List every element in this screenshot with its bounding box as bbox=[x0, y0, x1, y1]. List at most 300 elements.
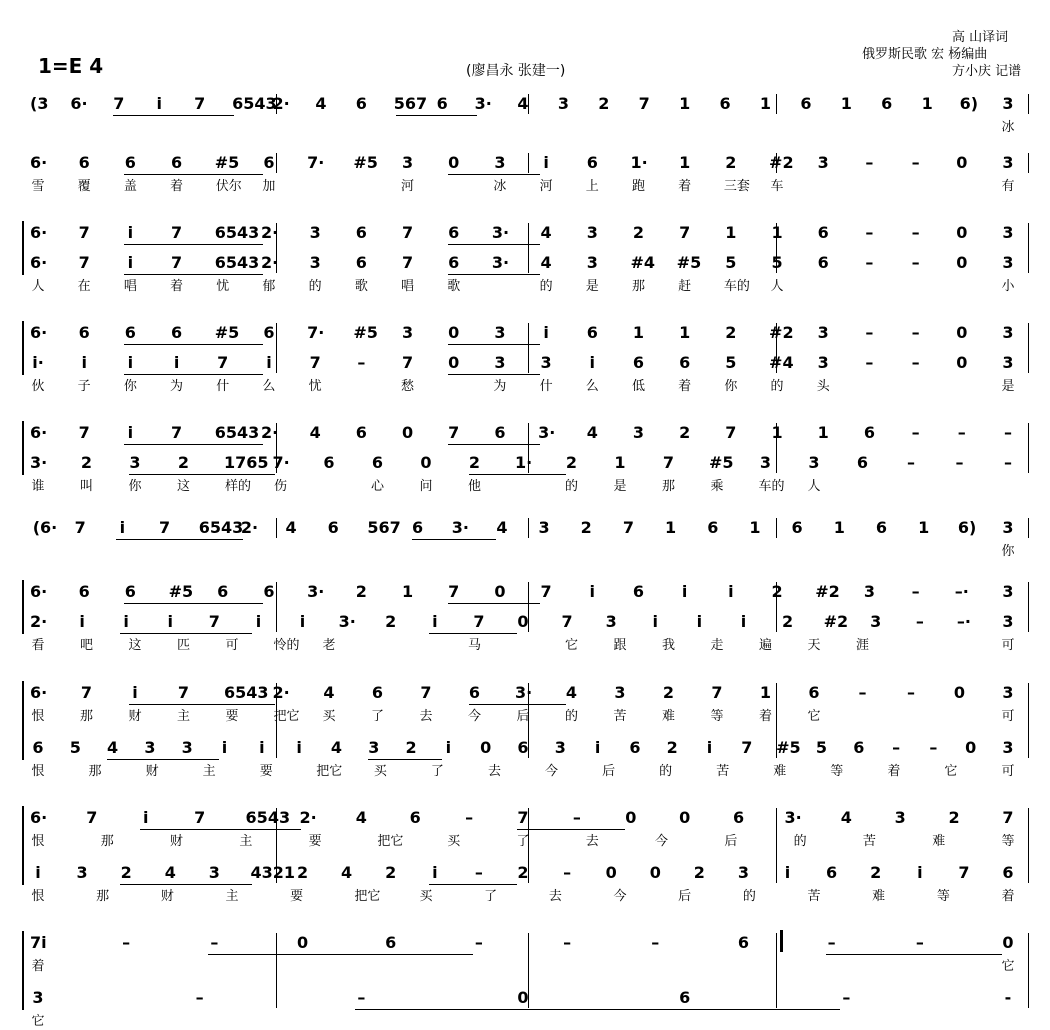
note: – bbox=[572, 808, 581, 827]
note: 6 bbox=[863, 423, 875, 442]
lyric: 财 bbox=[145, 764, 159, 779]
lyric: 什 bbox=[539, 379, 553, 394]
note: 6 bbox=[385, 933, 397, 952]
note: –· bbox=[956, 612, 971, 631]
note: 2 bbox=[725, 323, 737, 342]
note: 1 bbox=[749, 518, 761, 537]
lyric: 那 bbox=[661, 479, 675, 494]
lyricist-credit: 高 山译词 bbox=[952, 30, 1009, 45]
lyric: 天 bbox=[807, 638, 821, 653]
note: 1 bbox=[401, 582, 414, 601]
note: i bbox=[123, 612, 129, 631]
note: 3 bbox=[894, 808, 906, 827]
note: 2· bbox=[272, 94, 290, 113]
note: 3 bbox=[632, 423, 645, 442]
note: 2 bbox=[385, 612, 397, 631]
lyric: 的 bbox=[564, 709, 578, 724]
lyric: 人 bbox=[807, 479, 821, 494]
note: 6· bbox=[30, 808, 48, 827]
note: – bbox=[911, 582, 920, 601]
note: 1 bbox=[817, 423, 829, 442]
lyric: 三套 bbox=[723, 179, 750, 194]
beam-line bbox=[826, 954, 1002, 955]
note: #2 bbox=[823, 612, 849, 631]
note: i bbox=[696, 612, 703, 631]
beam-line bbox=[120, 633, 252, 634]
lyric: 着 bbox=[1001, 889, 1015, 904]
note: 3 bbox=[863, 582, 875, 601]
note: 2 bbox=[385, 863, 397, 882]
note: 0 bbox=[956, 223, 968, 242]
note: i bbox=[167, 612, 173, 631]
note: 6 bbox=[817, 253, 829, 272]
note: 6 bbox=[468, 683, 481, 702]
beam-line bbox=[129, 704, 275, 705]
note: 7 bbox=[158, 518, 171, 537]
note: 0 bbox=[965, 738, 977, 757]
lyric: 你 bbox=[1001, 544, 1015, 559]
note: i· bbox=[32, 353, 44, 372]
note: 2· bbox=[260, 223, 279, 242]
note: – bbox=[911, 223, 920, 242]
note: 6 bbox=[355, 423, 367, 442]
note: 6) bbox=[959, 94, 979, 113]
note: i bbox=[445, 738, 452, 757]
note: i bbox=[127, 423, 134, 442]
note: 7 bbox=[448, 582, 460, 601]
note: 6 bbox=[263, 323, 275, 342]
lyric: 为 bbox=[170, 379, 184, 394]
note: – bbox=[474, 863, 483, 882]
note: – bbox=[563, 933, 572, 952]
note: i bbox=[119, 518, 126, 537]
note: 3 bbox=[554, 738, 566, 757]
lyric: 有 bbox=[1001, 179, 1015, 194]
note: – bbox=[957, 423, 966, 442]
composer-credit: 俄罗斯民歌 宏 杨编曲 bbox=[862, 47, 988, 62]
note: #5 bbox=[168, 582, 194, 601]
barline bbox=[1028, 518, 1029, 538]
note: 3 bbox=[494, 323, 506, 342]
note: 0 bbox=[956, 323, 968, 342]
note: #5 bbox=[709, 453, 734, 472]
lyric: 上 bbox=[585, 179, 599, 194]
lyric: 乘 bbox=[710, 479, 724, 494]
lyric: 要 bbox=[290, 889, 304, 904]
note: 3 bbox=[540, 353, 552, 372]
note: 7 bbox=[1002, 808, 1014, 827]
note: 6 bbox=[586, 153, 598, 172]
lyric: 的 bbox=[742, 889, 756, 904]
lyric: 财 bbox=[160, 889, 174, 904]
lyric: 它 bbox=[31, 1014, 45, 1029]
beam-line bbox=[517, 829, 625, 830]
note: 6 bbox=[826, 863, 838, 882]
note: 2 bbox=[405, 738, 417, 757]
lyric: 赶 bbox=[678, 279, 692, 294]
lyric: 你 bbox=[724, 379, 738, 394]
lyric: 忧 bbox=[216, 279, 230, 294]
note: – bbox=[357, 353, 366, 372]
note: 567 bbox=[393, 94, 428, 113]
note: 6· bbox=[30, 253, 48, 272]
note: 6· bbox=[30, 423, 48, 442]
note: – bbox=[907, 683, 915, 702]
note: 6 bbox=[411, 518, 424, 537]
note: #2 bbox=[769, 153, 794, 172]
lyric: 伏尔 bbox=[215, 179, 242, 194]
note: 4321 bbox=[250, 863, 295, 882]
note: 6 bbox=[355, 94, 367, 113]
note: 6 bbox=[817, 223, 829, 242]
note: 0 bbox=[448, 323, 460, 342]
note: 3· bbox=[307, 582, 325, 601]
lyric: 看 bbox=[31, 638, 45, 653]
lyric: 覆 bbox=[77, 179, 91, 194]
lyric: 什 bbox=[216, 379, 230, 394]
note: 0 bbox=[605, 863, 617, 882]
note: i bbox=[784, 863, 791, 882]
note: 3· bbox=[474, 94, 492, 113]
lyric: 忧 bbox=[308, 379, 322, 394]
note: 5 bbox=[771, 253, 783, 272]
lyric: 郁 bbox=[262, 279, 276, 294]
note: 3 bbox=[1002, 612, 1014, 631]
note: 0 bbox=[448, 153, 460, 172]
barline bbox=[1028, 683, 1029, 758]
beam-line bbox=[124, 344, 263, 345]
note: 3 bbox=[538, 518, 550, 537]
lyric: 我 bbox=[661, 638, 675, 653]
note: i bbox=[652, 612, 658, 631]
note: (3 bbox=[30, 94, 49, 113]
note: 7 bbox=[958, 863, 970, 882]
note: 6 bbox=[856, 453, 869, 472]
lyric: 这 bbox=[128, 638, 142, 653]
lyric: 要 bbox=[259, 764, 273, 779]
note: 2 bbox=[771, 582, 783, 601]
note: 6 bbox=[737, 933, 750, 952]
note: 2 bbox=[598, 94, 610, 113]
note: 5 bbox=[815, 738, 828, 757]
note: – bbox=[915, 933, 924, 952]
note: 7 bbox=[177, 683, 190, 702]
note: 3· bbox=[784, 808, 802, 827]
note: i bbox=[706, 738, 713, 757]
note: 6 bbox=[124, 153, 136, 172]
barline bbox=[1028, 933, 1029, 1008]
note: 6543 bbox=[232, 94, 277, 113]
lyric: 冰 bbox=[1001, 120, 1015, 135]
lyric: 着 bbox=[678, 379, 692, 394]
lyric: 着 bbox=[758, 709, 772, 724]
note: 0 bbox=[956, 153, 968, 172]
lyric: 去 bbox=[585, 834, 599, 849]
note: 6 bbox=[217, 582, 229, 601]
note: 3· bbox=[338, 612, 356, 631]
note: 2· bbox=[260, 423, 279, 442]
note: 2 bbox=[662, 683, 675, 702]
note: – bbox=[907, 453, 915, 472]
note: 7 bbox=[420, 683, 432, 702]
note: 3 bbox=[1002, 738, 1014, 757]
note: 3 bbox=[401, 153, 414, 172]
beam-line bbox=[129, 474, 275, 475]
note: 0 bbox=[401, 423, 414, 442]
lyric: 把它 bbox=[316, 764, 343, 779]
lyric: 涯 bbox=[855, 638, 869, 653]
lyric: 歌 bbox=[447, 279, 461, 294]
note: 2 bbox=[948, 808, 960, 827]
beam-line bbox=[355, 1009, 840, 1010]
note: 3 bbox=[309, 223, 321, 242]
lyric: 那 bbox=[79, 709, 93, 724]
lyric: 是 bbox=[585, 279, 599, 294]
note: 1 bbox=[921, 94, 933, 113]
note: 7 bbox=[473, 612, 485, 631]
note: 3 bbox=[76, 863, 88, 882]
note: i bbox=[81, 353, 87, 372]
lyric: 恨 bbox=[31, 709, 45, 724]
note: 3· bbox=[451, 518, 469, 537]
note: 3· bbox=[30, 453, 48, 472]
lyric: 那 bbox=[88, 764, 102, 779]
lyric: 马 bbox=[467, 638, 481, 653]
note: 7 bbox=[80, 683, 93, 702]
note: 4 bbox=[341, 863, 353, 882]
barline bbox=[276, 518, 277, 538]
lyric: 着 bbox=[31, 959, 45, 974]
note: 6· bbox=[30, 153, 48, 172]
note: – bbox=[865, 153, 874, 172]
note: 7· bbox=[272, 453, 290, 472]
note: 1765 bbox=[224, 453, 269, 472]
beam-line bbox=[448, 274, 540, 275]
beam-line bbox=[124, 603, 263, 604]
note: 4 bbox=[496, 518, 508, 537]
beam-line bbox=[448, 244, 540, 245]
note: 4 bbox=[164, 863, 176, 882]
lyric: 着 bbox=[678, 179, 692, 194]
note: 4 bbox=[517, 94, 529, 113]
note: 2 bbox=[725, 153, 737, 172]
note: 7 bbox=[208, 612, 220, 631]
barline bbox=[1028, 423, 1029, 473]
note: 6 bbox=[78, 582, 90, 601]
note: 6 bbox=[679, 988, 691, 1007]
barline bbox=[1028, 808, 1029, 883]
note: #5 bbox=[676, 253, 702, 272]
lyric: 头 bbox=[816, 379, 830, 394]
note: i bbox=[173, 353, 180, 372]
lyric: 苦 bbox=[807, 889, 821, 904]
note: 6 bbox=[170, 153, 183, 172]
lyric: 么 bbox=[585, 379, 599, 394]
note: 2 bbox=[177, 453, 190, 472]
note: – bbox=[474, 933, 483, 952]
note: 2 bbox=[693, 863, 705, 882]
note: 3 bbox=[1002, 582, 1014, 601]
note: 3· bbox=[538, 423, 556, 442]
note: #5 bbox=[353, 323, 378, 342]
note: 1· bbox=[630, 153, 648, 172]
barline bbox=[1028, 323, 1029, 373]
note: – bbox=[911, 253, 920, 272]
lyric: 冰 bbox=[493, 179, 507, 194]
note: 6543 bbox=[224, 683, 269, 702]
lyric: 车的 bbox=[758, 479, 785, 494]
beam-line bbox=[124, 244, 263, 245]
lyric: 那 bbox=[100, 834, 114, 849]
beam-line bbox=[429, 633, 517, 634]
note: 3· bbox=[491, 223, 510, 242]
note: 6· bbox=[30, 683, 48, 702]
lyric: 的 bbox=[659, 764, 673, 779]
note: 6543 bbox=[214, 223, 260, 242]
note: 3 bbox=[309, 253, 321, 272]
note: i bbox=[127, 253, 134, 272]
note: 6 bbox=[436, 94, 448, 113]
beam-line bbox=[448, 174, 540, 175]
note: i bbox=[266, 353, 272, 372]
note: i bbox=[127, 353, 134, 372]
note: 7 bbox=[448, 423, 460, 442]
note: 6543 bbox=[198, 518, 244, 537]
lyric: 它 bbox=[1001, 959, 1015, 974]
note: 6 bbox=[263, 153, 275, 172]
note: i bbox=[543, 153, 549, 172]
note: 3 bbox=[494, 353, 506, 372]
note: 2 bbox=[565, 453, 578, 472]
note: 1 bbox=[614, 453, 626, 472]
note: 4 bbox=[309, 423, 321, 442]
lyric: 后 bbox=[678, 889, 692, 904]
note: 1 bbox=[840, 94, 852, 113]
note: 4 bbox=[107, 738, 119, 757]
note: 6 bbox=[327, 518, 339, 537]
lyric: 着 bbox=[170, 179, 184, 194]
note: 3 bbox=[181, 738, 193, 757]
lyric: 在 bbox=[77, 279, 91, 294]
lyric: 今 bbox=[467, 709, 481, 724]
lyric: 后 bbox=[602, 764, 616, 779]
lyric: 遍 bbox=[758, 638, 772, 653]
note: 3 bbox=[870, 612, 882, 631]
lyric: 车 bbox=[770, 179, 784, 194]
lyric: 它 bbox=[944, 764, 958, 779]
note: 2 bbox=[80, 453, 93, 472]
note: 7 bbox=[540, 582, 552, 601]
lyric: 样的 bbox=[224, 479, 251, 494]
note: 3 bbox=[1002, 323, 1014, 342]
beam-line bbox=[116, 539, 243, 540]
note: – bbox=[465, 808, 474, 827]
note: 6 bbox=[448, 223, 460, 242]
note: 3 bbox=[1002, 253, 1014, 272]
barline bbox=[776, 94, 777, 114]
beam-line bbox=[140, 829, 302, 830]
note: - bbox=[1004, 988, 1012, 1007]
lyric: 你 bbox=[128, 479, 142, 494]
note: 7 bbox=[113, 94, 125, 113]
note: 6· bbox=[30, 582, 48, 601]
note: 6 bbox=[719, 94, 731, 113]
note: 3· bbox=[491, 253, 510, 272]
note: i bbox=[728, 582, 734, 601]
note: – bbox=[858, 683, 867, 702]
note: – bbox=[865, 253, 874, 272]
lyric: 他 bbox=[467, 479, 481, 494]
note: i bbox=[156, 94, 162, 113]
note: 0 bbox=[953, 683, 966, 702]
lyric: 了 bbox=[430, 764, 444, 779]
note: i bbox=[132, 683, 138, 702]
system-brace bbox=[22, 580, 24, 634]
note: 2 bbox=[632, 223, 645, 242]
lyric: 的 bbox=[793, 834, 807, 849]
note: – bbox=[865, 353, 874, 372]
note: 0 bbox=[448, 353, 460, 372]
note: 3 bbox=[1002, 683, 1014, 702]
note: 2· bbox=[30, 612, 48, 631]
note: i bbox=[143, 808, 149, 827]
note: 6543 bbox=[214, 423, 260, 442]
lyric: 可 bbox=[1001, 638, 1015, 653]
lyric: 车的 bbox=[723, 279, 750, 294]
note: – bbox=[929, 738, 938, 757]
note: 6 bbox=[632, 582, 645, 601]
note: 7 bbox=[401, 353, 414, 372]
system-brace bbox=[22, 421, 24, 475]
note: 6) bbox=[957, 518, 977, 537]
note: 6 bbox=[355, 253, 367, 272]
barline bbox=[1028, 153, 1029, 173]
note: 4 bbox=[285, 518, 297, 537]
note: 1 bbox=[632, 323, 645, 342]
note: 6 bbox=[632, 353, 645, 372]
note: 6 bbox=[124, 323, 136, 342]
note: 7 bbox=[711, 683, 723, 702]
note: i bbox=[543, 323, 549, 342]
note: 7i bbox=[30, 933, 47, 952]
note: 1 bbox=[725, 223, 737, 242]
note: 4 bbox=[586, 423, 598, 442]
note: – bbox=[911, 423, 920, 442]
note: 6 bbox=[448, 253, 460, 272]
note: 3 bbox=[208, 863, 220, 882]
transcriber-credit: 方小庆 记谱 bbox=[952, 64, 1022, 79]
note: – bbox=[651, 933, 660, 952]
note: 3 bbox=[586, 223, 598, 242]
lyric: 了 bbox=[370, 709, 384, 724]
note: 0 bbox=[956, 253, 968, 272]
lyric: 今 bbox=[655, 834, 669, 849]
note: – bbox=[955, 453, 964, 472]
note: 6 bbox=[409, 808, 421, 827]
lyric: 买 bbox=[373, 764, 387, 779]
lyric: 恨 bbox=[31, 764, 45, 779]
lyric: 那 bbox=[631, 279, 645, 294]
beam-line bbox=[412, 539, 496, 540]
note: – bbox=[1004, 423, 1012, 442]
note: 3 bbox=[368, 738, 380, 757]
note: #5 bbox=[776, 738, 801, 757]
note: 7 bbox=[662, 453, 675, 472]
beam-line bbox=[448, 374, 540, 375]
note: 6 bbox=[629, 738, 641, 757]
note: 3 bbox=[759, 453, 772, 472]
lyric: 是 bbox=[613, 479, 627, 494]
